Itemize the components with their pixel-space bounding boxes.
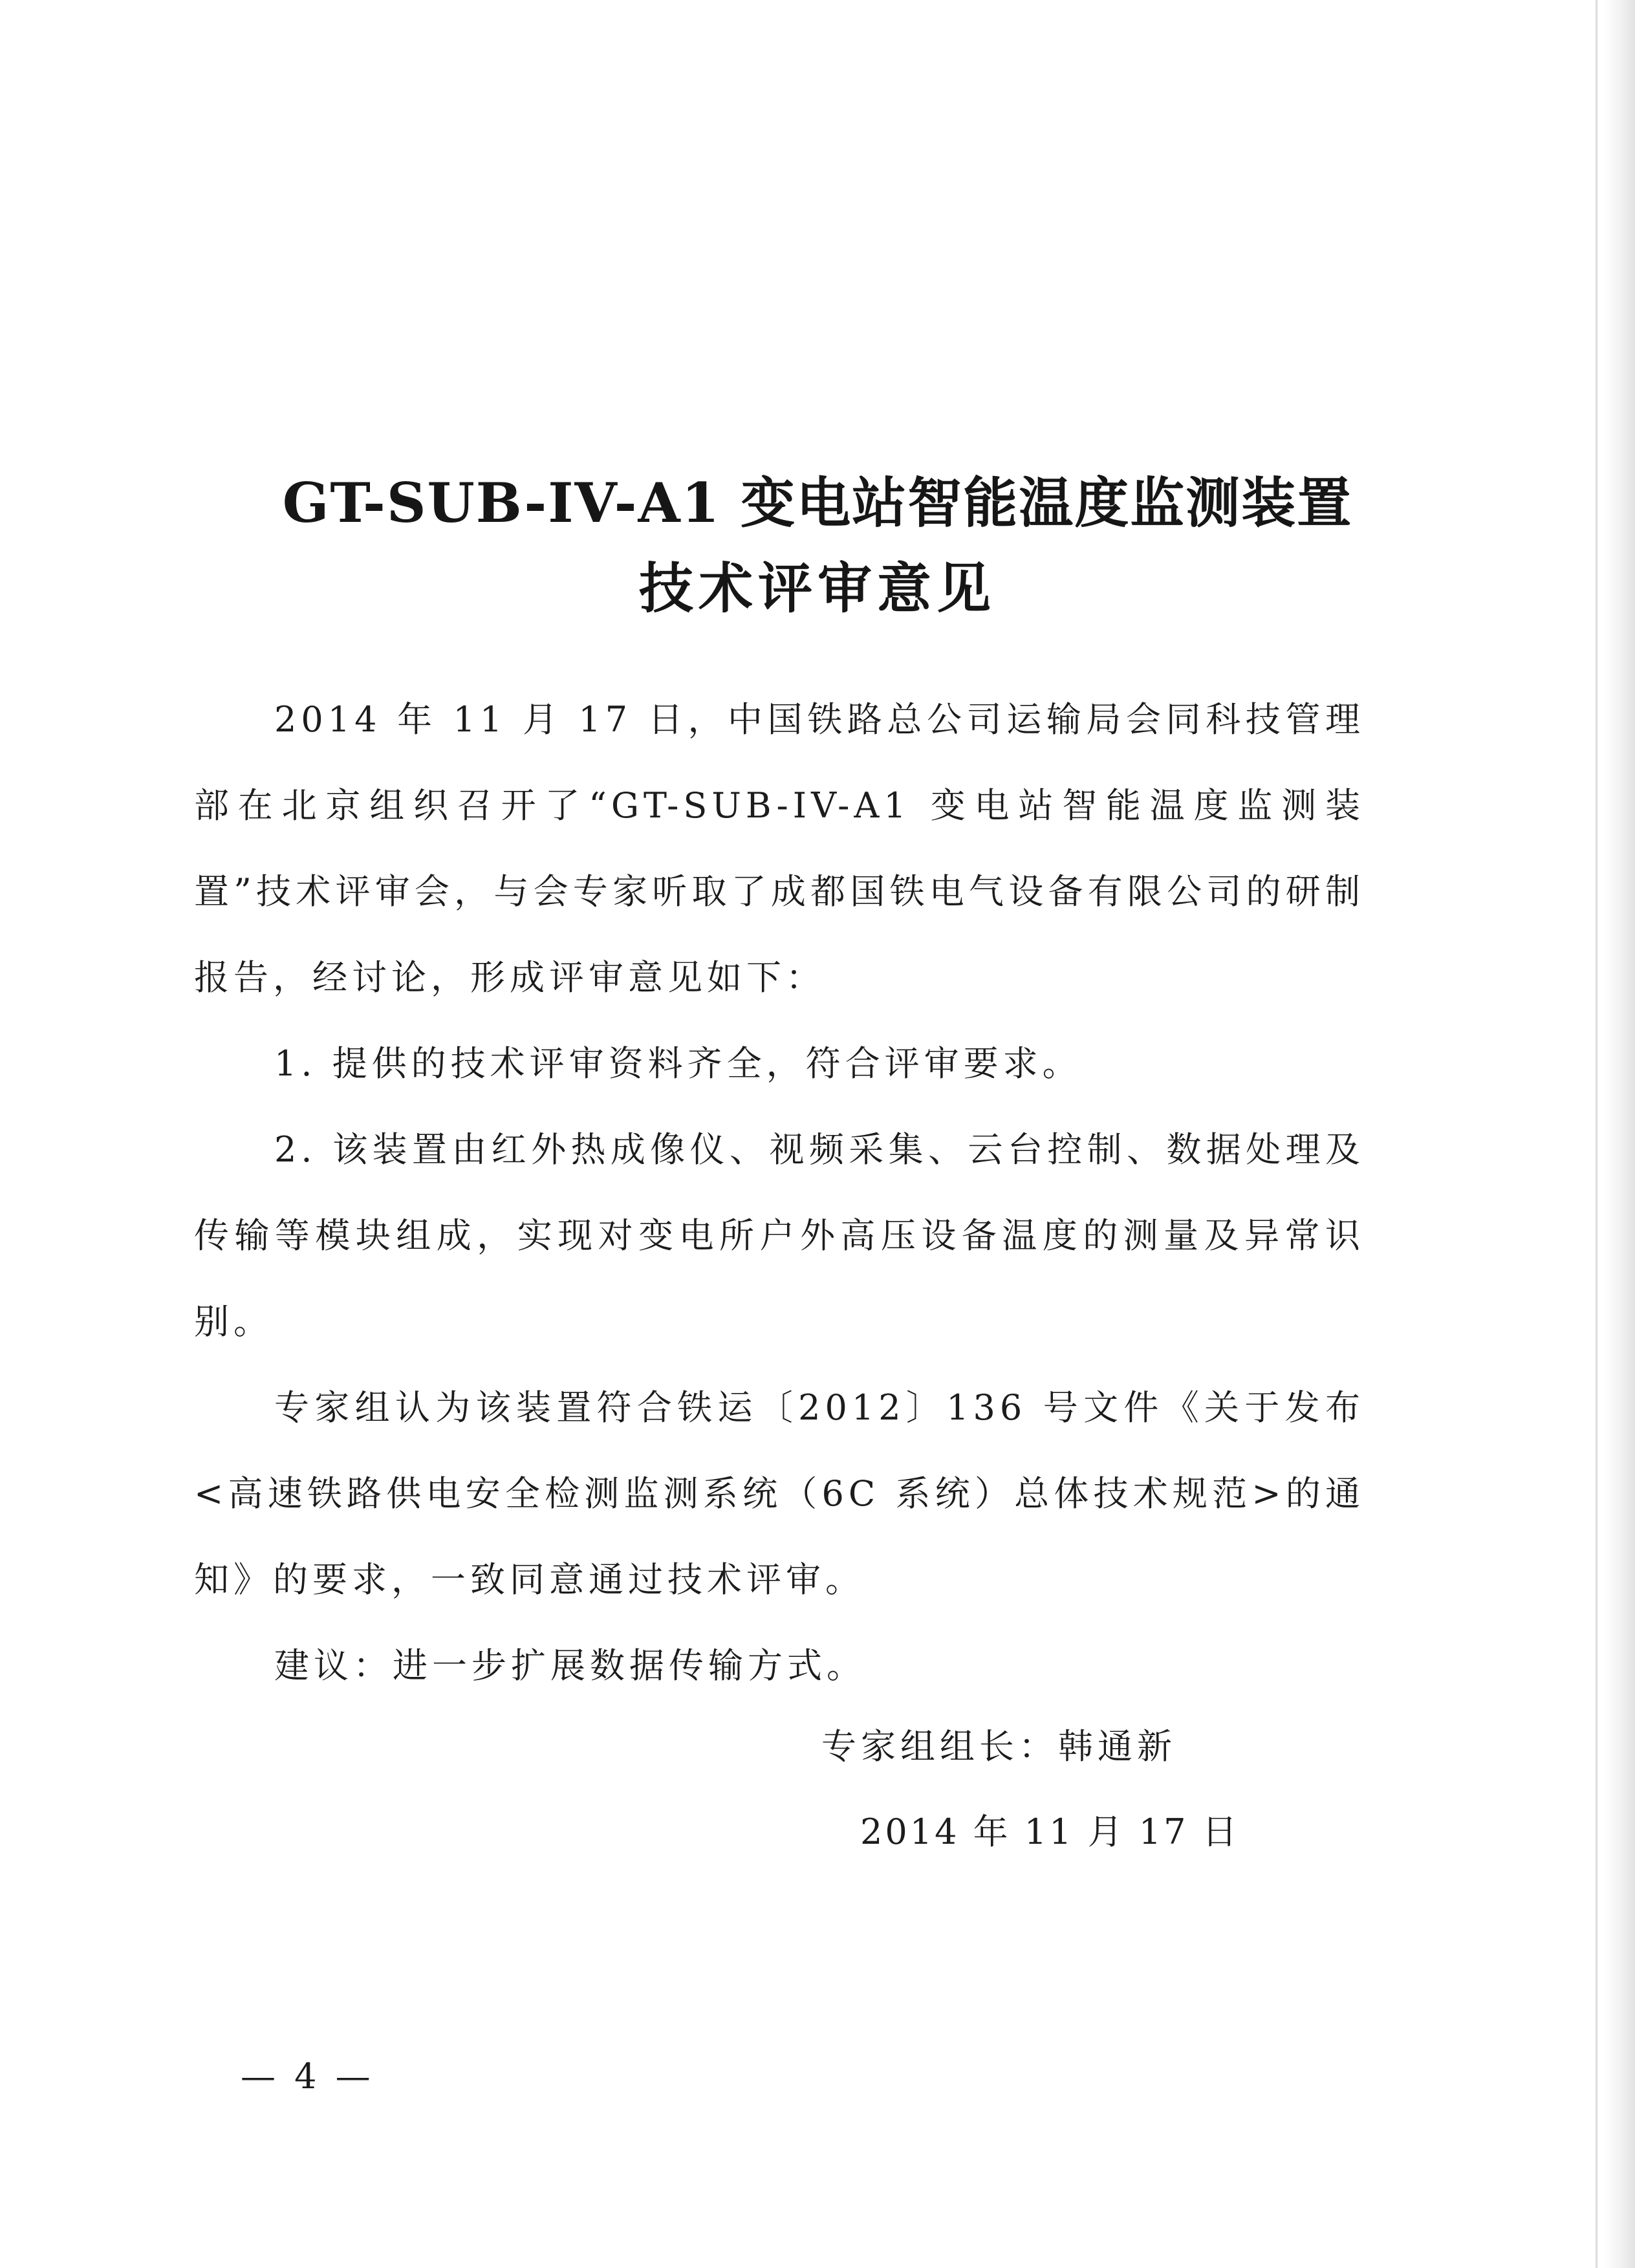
document-body (194, 676, 1365, 1709)
conclusion-paragraph: 专家组认为该装置符合铁运〔2012〕136 号文件《关于发布<高速铁路供电安全检测监测系统（6C 系统）总体技术规范>的通知》的要求，一致同意通过技术评审。 (194, 1387, 1365, 1600)
intro-paragraph: 2014 年 11 月 17 日，中国铁路总公司运输局会同科技管理部在北京组织召开了“GT-SUB-IV-A1 变电站智能温度监测装置”技术评审会，与会专家听取了成都国铁电气设备有限公司的研制报告，经讨论，形成评审意见如下： (194, 699, 1365, 998)
document-title: GT-SUB-IV-A1 变电站智能温度监测装置 (282, 471, 1353, 535)
suggestion-paragraph: 建议：进一步扩展数据传输方式。 (274, 1645, 866, 1686)
signature-date: 2014 年 11 月 17 日 (860, 1811, 1240, 1852)
document-subtitle: 技术评审意见 (638, 556, 996, 620)
page-number: — 4 — (241, 2056, 374, 2097)
opinion-item-1: 1. 提供的技术评审资料齐全，符合评审要求。 (274, 1043, 1082, 1084)
signature-line: 专家组组长：韩通新 (821, 1726, 1176, 1767)
opinion-item-2: 2. 该装置由红外热成像仪、视频采集、云台控制、数据处理及传输等模块组成，实现对变电所户外高压设备温度的测量及异常识别。 (194, 1129, 1365, 1342)
